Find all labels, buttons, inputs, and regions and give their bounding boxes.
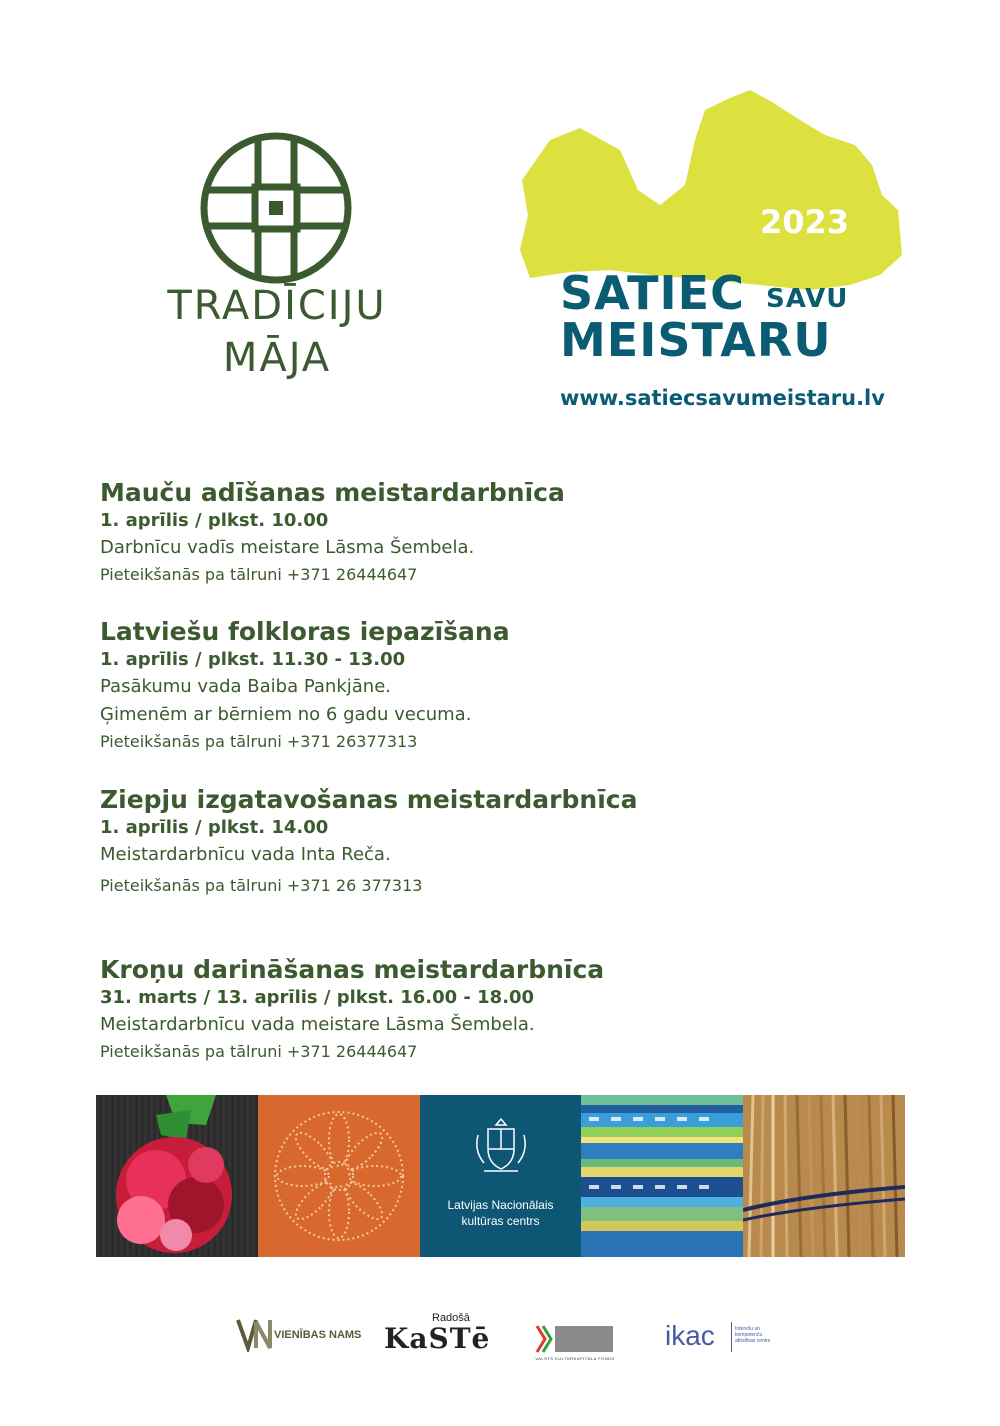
event-title: Mauču adīšanas meistardarbnīca — [100, 478, 565, 507]
event-description: Ģimenēm ar bērniem no 6 gadu vecuma. — [100, 704, 472, 725]
kaste-small: Radošā — [432, 1312, 470, 1324]
event-2 — [100, 617, 920, 755]
lnkc-logo-tile — [420, 1095, 581, 1257]
tradiciju-maja-emblem-icon — [198, 130, 354, 286]
event-date: 1. aprīlis / plkst. 10.00 — [100, 510, 329, 531]
lnkc-line2: kultūras centrs — [461, 1214, 540, 1228]
vkkf-text: VALSTS KULTŪRKAPITĀLA FONDS — [535, 1356, 615, 1361]
photo-strip — [96, 1095, 905, 1257]
kaste-big: KaSTē — [384, 1322, 491, 1355]
event-1 — [100, 478, 920, 588]
tradiciju-maja-line2: MĀJA — [222, 335, 332, 381]
event-date: 1. aprīlis / plkst. 14.00 — [100, 817, 329, 838]
event-description: Pasākumu vada Baiba Pankjāne. — [100, 676, 391, 697]
pottery-photo — [258, 1095, 420, 1257]
satiec-word: SATIEC — [560, 266, 745, 320]
event-description: Meistardarbnīcu vada Inta Reča. — [100, 844, 391, 865]
embroidery-photo — [96, 1095, 258, 1257]
straw-photo — [743, 1095, 905, 1257]
event-4 — [100, 955, 920, 1065]
weaving-photo — [581, 1095, 743, 1257]
ikac-small-text: Interešu un kompetenču attīstības centrs — [735, 1326, 771, 1344]
event-registration: Pieteikšanās pa tālruni +371 26444647 — [100, 565, 418, 584]
tradiciju-maja-line1: TRADĪCIJU — [167, 283, 387, 329]
vn-text: VIENĪBAS NAMS — [274, 1329, 362, 1341]
radosa-kaste-logo — [384, 1312, 496, 1358]
vkkf-mark-icon — [535, 1324, 615, 1354]
event-registration: Pieteikšanās pa tālruni +371 26444647 — [100, 1042, 418, 1061]
satiec-url-link[interactable]: www.satiecsavumeistaru.lv — [560, 386, 885, 410]
event-description: Meistardarbnīcu vada meistare Lāsma Šembela. — [100, 1014, 535, 1035]
satiec-year: 2023 — [760, 203, 850, 241]
event-registration: Pieteikšanās pa tālruni +371 26 377313 — [100, 876, 423, 895]
vkkf-logo — [535, 1324, 615, 1368]
event-registration: Pieteikšanās pa tālruni +371 26377313 — [100, 732, 418, 751]
savu-word: SAVU — [766, 284, 849, 314]
coat-of-arms-icon — [470, 1115, 532, 1177]
event-title: Latviešu folkloras iepazīšana — [100, 617, 510, 646]
ikac-text: ikac — [665, 1320, 715, 1351]
meistaru-word: MEISTARU — [560, 313, 832, 367]
event-title: Kroņu darināšanas meistardarbnīca — [100, 955, 605, 984]
ikac-logo — [665, 1318, 775, 1358]
ikac-divider — [731, 1322, 732, 1352]
lnkc-line1: Latvijas Nacionālais — [447, 1198, 554, 1212]
event-date: 1. aprīlis / plkst. 11.30 - 13.00 — [100, 649, 406, 670]
vn-monogram-icon — [236, 1318, 274, 1352]
event-date: 31. marts / 13. aprīlis / plkst. 16.00 - 18.00 — [100, 987, 535, 1008]
event-title: Ziepju izgatavošanas meistardarbnīca — [100, 785, 638, 814]
event-description: Darbnīcu vadīs meistare Lāsma Šembela. — [100, 537, 475, 558]
event-3 — [100, 785, 920, 899]
